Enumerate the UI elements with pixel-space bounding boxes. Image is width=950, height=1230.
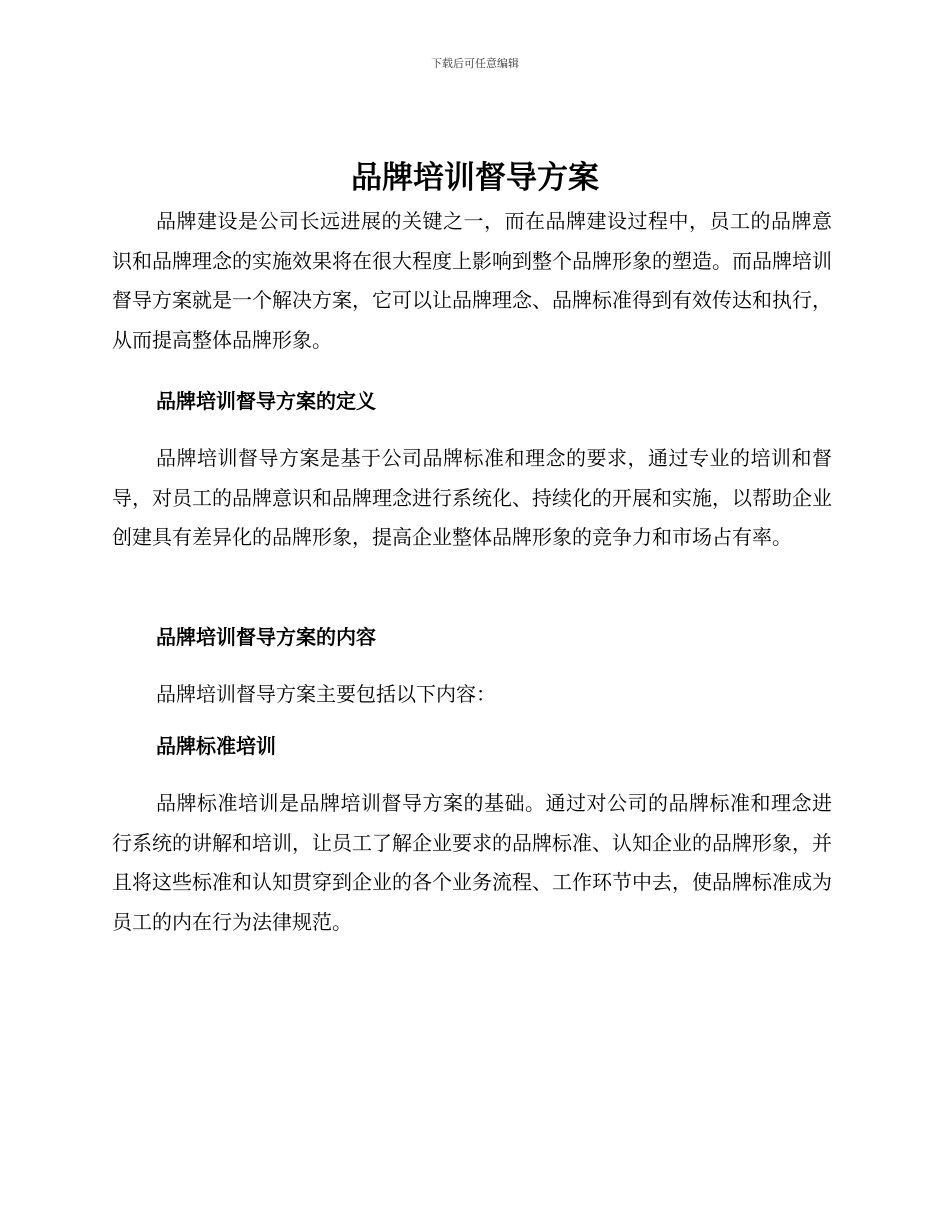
paragraph-content-intro: 品牌培训督导方案主要包括以下内容： <box>156 682 496 706</box>
heading-definition: 品牌培训督导方案的定义 <box>156 389 376 413</box>
heading-standard-training: 品牌标准培训 <box>156 734 276 758</box>
header-note: 下载后可任意编辑 <box>431 57 519 70</box>
paragraph-definition: 品牌培训督导方案是基于公司品牌标准和理念的要求，通过专业的培训和督导，对员工的品牌意识和品牌理念进行系统化、持续化的开展和实施，以帮助企业创建具有差异化的品牌形象，提高企业整体品牌形象的竞争力和市场占有率。 <box>112 446 832 549</box>
paragraph-standard-training: 品牌标准培训是品牌培训督导方案的基础。通过对公司的品牌标准和理念进行系统的讲解和培训，让员工了解企业要求的品牌标准、认知企业的品牌形象，并且将这些标准和认知贯穿到企业的各个业务流程、工作环节中去，使品牌标准成为员工的内在行为法律规范。 <box>112 791 832 934</box>
document-title: 品牌培训督导方案 <box>351 160 599 196</box>
paragraph-intro: 品牌建设是公司长远进展的关键之一，而在品牌建设过程中，员工的品牌意识和品牌理念的实施效果将在很大程度上影响到整个品牌形象的塑造。而品牌培训督导方案就是一个解决方案，它可以让品牌理念、品牌标准得到有效传达和执行，从而提高整体品牌形象。 <box>112 209 832 352</box>
heading-content: 品牌培训督导方案的内容 <box>156 625 376 649</box>
